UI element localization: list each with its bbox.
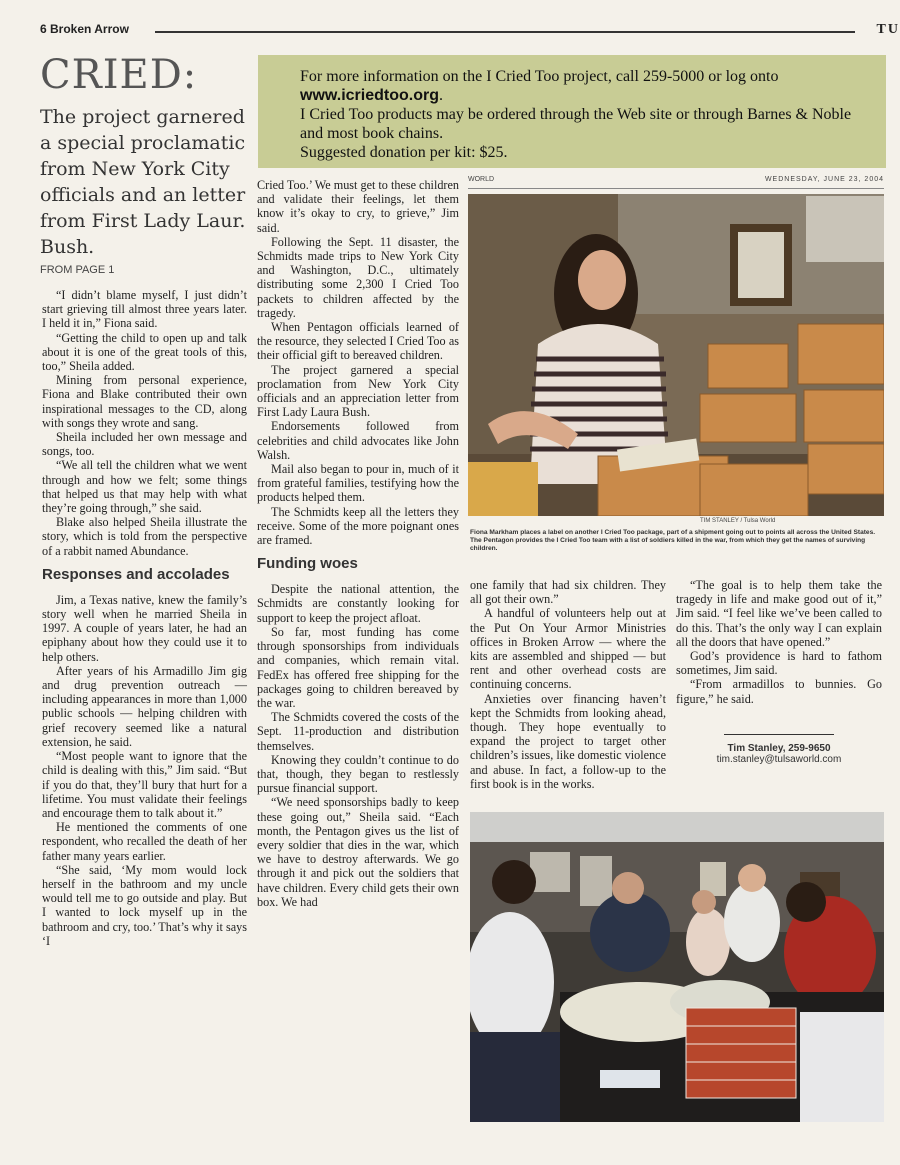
article-column-1	[42, 288, 247, 948]
article-column-3	[470, 578, 666, 791]
header-section-name: TU	[876, 22, 900, 37]
photo-illustration	[470, 812, 884, 1122]
reporter-email[interactable]: tim.stanley@tulsaworld.com	[716, 754, 842, 765]
reporter-signature	[676, 734, 882, 765]
paragraph: “We all tell the children what we went through and how we felt; some things that helped us that may help with what they’re going through,” she said.	[42, 458, 247, 516]
paragraph: Anxieties over financing haven’t kept the Schmidts from looking ahead, though. They hope eventually to expand the project to target other children’s issues, like domestic violence and abuse. In fact, a follow-up to the first book is in the works.	[470, 691, 666, 791]
website-link[interactable]: www.icriedtoo.org	[300, 87, 439, 104]
paragraph: Mining from personal experience, Fiona and Blake contributed their own inspirational messages to the CD, along with songs they wrote and sang.	[42, 373, 247, 430]
paragraph: “The goal is to help them take the tragedy in life and make good out of it,” Jim said. “I feel like we’ve been called to do this. That’s the only way I can explain all the doors that have opened.”	[676, 578, 882, 649]
paragraph: Sheila included her own message and songs, too.	[42, 430, 247, 459]
signature-rule	[724, 734, 834, 735]
paragraph: A handful of volunteers help out at the Put On Your Armor Ministries offices in Broken Arrow — where the kits are assembled and shipped — but rent and other overhead costs are continuing concerns.	[470, 606, 666, 692]
info-box-line1: For more information on the I Cried Too project, call 259-5000 or log onto	[300, 68, 779, 85]
info-box-line3: Suggested donation per kit: $25.	[300, 144, 508, 161]
paragraph: The Schmidts keep all the letters they receive. Some of the more poignant ones are framed.	[257, 504, 459, 548]
issue-date: WEDNESDAY, JUNE 23, 2004	[764, 176, 884, 183]
deck-subheadline: The project garnered a special proclamatic from New York City officials and an letter from First Lady Laur. Bush.	[40, 106, 246, 258]
paragraph: The project garnered a special proclamation from New York City officials and an appreciation letter from First Lady Laura Bush.	[257, 362, 459, 420]
subhead-responses: Responses and accolades	[42, 565, 230, 583]
paragraph: “From armadillos to bunnies. Go figure,” he said.	[676, 677, 882, 706]
paragraph: Blake also helped Sheila illustrate the story, which is told from the perspective of a rabbit named Abundance.	[42, 515, 247, 558]
section-bar	[468, 174, 884, 189]
article-column-2	[257, 178, 459, 909]
photo-credit: TIM STANLEY / Tulsa World	[700, 518, 776, 524]
photo-fiona-packages	[468, 194, 884, 516]
paragraph: The Schmidts covered the costs of the Sept. 11-production and distribution themselves.	[257, 710, 459, 753]
paragraph: So far, most funding has come through sponsorships from individuals and companies, which remain vital. FedEx has offered free shipping for the packages going to children bereaved by the war.	[257, 624, 459, 710]
paragraph: Despite the national attention, the Schmidts are constantly looking for support to keep the project afloat.	[257, 582, 459, 625]
paragraph: Following the Sept. 11 disaster, the Schmidts made trips to New York City and Washington, D.C., ultimately distributing some 2,300 I Cried Too packets to children affected by the tragedy.	[257, 234, 459, 320]
paragraph: After years of his Armadillo Jim gig and drug prevention outreach — including appearances in more than 1,000 public schools — helping children with grief recovery seemed like a natural extension, he said.	[42, 663, 247, 749]
subhead-funding: Funding woes	[257, 555, 358, 573]
paragraph: “I didn’t blame myself, I just didn’t start grieving till almost three years later. I held it in,” Fiona said.	[42, 288, 247, 331]
paragraph: one family that had six children. They all got their own.”	[470, 578, 666, 607]
info-box: For more information on the I Cried Too project, call 259-5000 or log onto www.icriedtoo.org. I Cried Too products may be ordered through the Web site or through Barnes & Noble and most book chains. Suggested donation per kit: $25.	[258, 55, 886, 168]
jump-line: FROM PAGE 1	[40, 264, 115, 276]
headline: CRIED:	[40, 52, 198, 98]
paragraph: Knowing they couldn’t continue to do that, though, they began to restlessly pursue financial support.	[257, 752, 459, 796]
paragraph: Mail also began to pour in, much of it from grateful families, testifying how the products helped them.	[257, 462, 459, 505]
paragraph: “Most people want to ignore that the child is dealing with this,” Jim said. “But if you do that, they’ll bury that hurt for a lifetime. You must validate their feelings and encourage them to talk about it.”	[42, 749, 247, 820]
paragraph: When Pentagon officials learned of the resource, they selected I Cried Too as their official gift to bereaved children.	[257, 320, 459, 363]
paragraph: Endorsements followed from celebrities and child advocates like John Walsh.	[257, 419, 459, 462]
photo-volunteers	[470, 812, 884, 1122]
paragraph: “Getting the child to open up and talk about it is one of the great tools of this, too,” Sheila added.	[42, 330, 247, 374]
photo-illustration	[468, 194, 884, 516]
paragraph: “She said, ‘My mom would lock herself in the bathroom and my uncle would tell me to go outside and play. But I wanted to lock myself up in the bathroom and cry, too.’ That’s why it says ‘I	[42, 862, 247, 948]
paragraph: He mentioned the comments of one respondent, who recalled the death of her father many years earlier.	[42, 820, 247, 863]
page-folio: 6 Broken Arrow	[40, 22, 129, 36]
paragraph: Jim, a Texas native, knew the family’s story well when he married Sheila in 1997. A couple of years later, he had an epiphany about how they could use it to help others.	[42, 592, 247, 664]
paragraph: God’s providence is hard to fathom sometimes, Jim said.	[676, 649, 882, 678]
article-column-4	[676, 578, 882, 706]
section-label: WORLD	[468, 176, 495, 183]
reporter-name: Tim Stanley, 259-9650	[727, 743, 831, 754]
info-box-line2: I Cried Too products may be ordered through the Web site or through Barnes & Noble and most book chains.	[300, 106, 852, 142]
header-rule	[155, 31, 855, 33]
paragraph: “We need sponsorships badly to keep these going out,” Sheila said. “Each month, the Pentagon gives us the list of every soldier that dies in the war, which we have to destroy afterwards. We go through it and pick out the soldiers that have children. Every child gets their own box. We had	[257, 795, 459, 909]
paragraph: Cried Too.’ We must get to these children and validate their feelings, let them know it’s okay to cry, to grieve,” Jim said.	[257, 178, 459, 235]
photo-caption: Fiona Markham places a label on another I Cried Too package, part of a shipment going out to points all across the United States. The Pentagon provides the I Cried Too team with a list of soldiers killed in the war, from which they get the names of surviving children.	[470, 529, 876, 552]
